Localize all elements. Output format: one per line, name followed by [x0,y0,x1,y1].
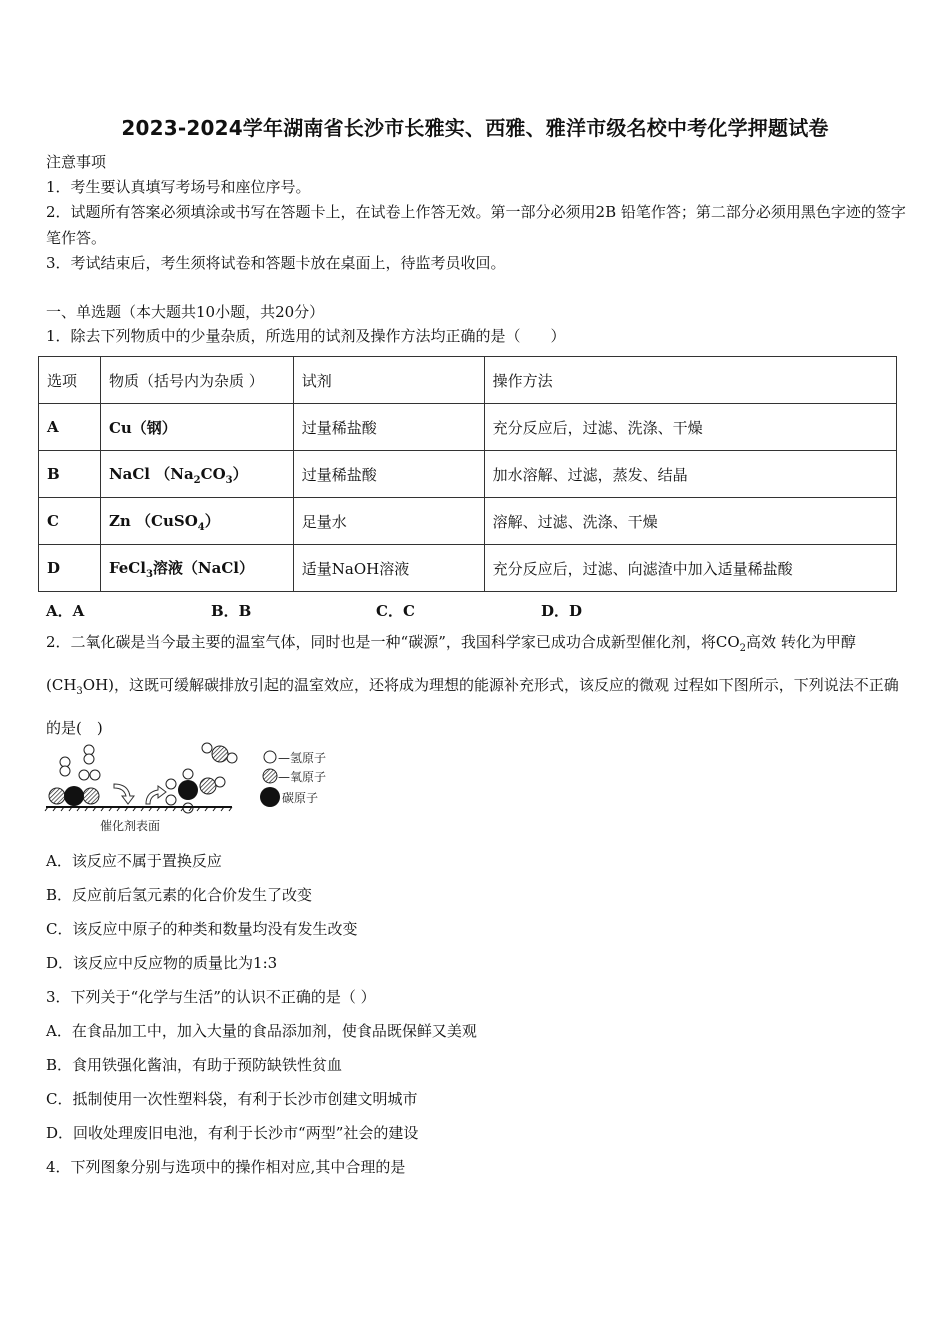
legend [260,751,326,807]
carbon-atom-icon [260,787,280,807]
hydrogen-atom-icon [264,751,276,763]
q2-stem: 2．二氧化碳是当今最主要的温室气体，同时也是一种“碳源”，我国科学家已成功合成新型催化剂，将$CO_2$高效 转化为甲醇$(CH_3OH)$，这既可缓解碳排放引起的温室效应，还将成为理想的能源补充形式，该反应的微观 过程如下图所示，下列说法不正确的是( ) [46,633,899,737]
row-reagent: 过量稀盐酸 [293,404,484,451]
row-substance: NaCl $(Na_2CO_3)$ [100,451,293,498]
q1-stem: 1．除去下列物质中的少量杂质，所选用的试剂及操作方法均正确的是（ ） [46,327,566,345]
row-option: D [39,545,101,592]
row-method: 溶解、过滤、洗涤、干燥 [484,498,896,545]
section-heading: 一、单选题（本大题共10小题，共20分） [46,303,325,321]
q2-option-a: A．该反应不属于置换反应 [46,852,222,870]
water-molecule [202,743,237,763]
surface-label: 催化剂表面 [100,819,161,833]
q3-option-a: A．在食品加工中，加入大量的食品添加剂，使食品既保鲜又美观 [46,1022,477,1040]
header-substance: 物质（括号内为杂质 ） [100,357,293,404]
header-method: 操作方法 [484,357,896,404]
row-reagent: 适量NaOH溶液 [293,545,484,592]
header-reagent: 试剂 [293,357,484,404]
oxygen-atom-icon [263,769,277,783]
table-row [39,404,897,451]
row-reagent: 过量稀盐酸 [293,451,484,498]
legend-carbon: 碳原子 [282,791,319,805]
co2-molecule [49,786,99,806]
notice-item-3: 3．考试结束后，考生须将试卷和答题卡放在桌面上，待监考员收回。 [46,254,506,272]
q2-option-d: D．该反应中反应物的质量比为1:3 [46,954,278,972]
notice-heading: 注意事项 [46,153,107,171]
notice-item-2: 2．试题所有答案必须填涂或书写在答题卡上，在试卷上作答无效。第一部分必须用2B 铅笔作答；第二部分必须用黑色字迹的签字笔作答。 [46,203,906,247]
reaction-diagram [44,740,344,836]
notice-item-1: 1．考生要认真填写考场号和座位序号。 [46,178,311,196]
q2-option-c: C．该反应中原子的种类和数量均没有发生改变 [46,920,358,938]
row-substance: Zn （CuSO$_4$） [100,498,293,545]
table-header-row [39,357,897,404]
q2-option-b: B．反应前后氢元素的化合价发生了改变 [46,886,313,904]
choice-a: A．A [46,602,85,620]
q4-stem: 4．下列图象分别与选项中的操作相对应,其中合理的是 [46,1158,406,1176]
q3-option-d: D．回收处理废旧电池，有利于长沙市“两型”社会的建设 [46,1124,419,1142]
q3-stem: 3．下列关于“化学与生活”的认识不正确的是（ ） [46,988,376,1006]
legend-hydrogen: —氢原子 [278,751,327,765]
row-option: C [39,498,101,545]
row-reagent: 足量水 [293,498,484,545]
arrow-up-icon [146,786,166,804]
q1-table [38,356,897,592]
row-substance: FeCl$_3$溶液（NaCl） [100,545,293,592]
choice-c: C．C [376,602,415,620]
exam-title: 2023-2024学年湖南省长沙市长雅实、西雅、雅洋市级名校中考化学押题试卷 [121,116,829,140]
catalyst-surface [45,807,232,811]
table-row [39,451,897,498]
choice-d: D．D [541,602,583,620]
q3-option-c: C．抵制使用一次性塑料袋，有利于长沙市创建文明城市 [46,1090,418,1108]
row-method: 充分反应后，过滤、向滤渣中加入适量稀盐酸 [484,545,896,592]
table-row [39,498,897,545]
legend-oxygen: —氧原子 [278,770,327,784]
row-method: 加水溶解、过滤，蒸发、结晶 [484,451,896,498]
row-method: 充分反应后，过滤、洗涤、干燥 [484,404,896,451]
q3-option-b: B．食用铁强化酱油，有助于预防缺铁性贫血 [46,1056,343,1074]
row-substance: Cu（钢） [100,404,293,451]
arrow-down-icon [114,784,134,804]
row-option: A [39,404,101,451]
header-option: 选项 [39,357,101,404]
choice-b: B．B [211,602,252,620]
hydrogen-molecules [60,745,100,780]
row-option: B [39,451,101,498]
table-row [39,545,897,592]
